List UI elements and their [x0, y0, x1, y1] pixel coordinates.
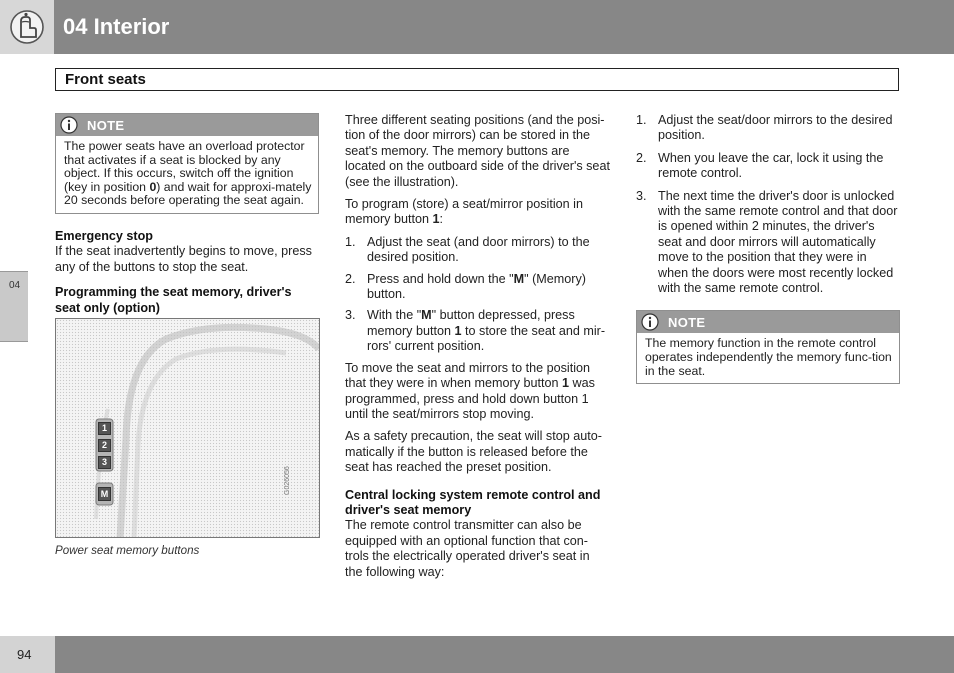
step-text: With the " — [367, 308, 422, 323]
step-number: 2. — [636, 150, 647, 165]
programming-heading: Programming the seat memory, driver's seat only (option) — [55, 285, 292, 315]
step-text: Adjust the seat (and door mirrors) to the desired position. — [367, 234, 590, 265]
step-bold: M — [513, 271, 525, 286]
chapter-icon-box — [0, 0, 54, 54]
column-1 — [55, 113, 319, 558]
central-locking-heading: Central locking system remote control and driver's seat memory — [345, 487, 601, 517]
step-text: to store the seat and mir-rors' current position. — [367, 323, 606, 354]
section-header — [55, 68, 899, 91]
note-text-bold: 0 — [149, 179, 157, 194]
seat-icon — [9, 10, 45, 44]
note-label: NOTE — [87, 118, 125, 133]
memory-button-1: 1 — [98, 422, 111, 435]
list-item — [636, 151, 900, 182]
chapter-side-tab — [0, 271, 28, 342]
note-text — [56, 136, 318, 213]
seat-memory-illustration — [55, 318, 320, 538]
move-paragraph — [345, 361, 610, 423]
store-text: To program (store) a seat/mirror position in memory button — [345, 197, 583, 227]
step-number: 3. — [636, 188, 647, 203]
store-text-end: : — [439, 212, 444, 227]
illustration-code: G026056 — [284, 466, 291, 495]
list-item — [636, 189, 900, 297]
column-3 — [636, 113, 900, 384]
store-bold: 1 — [432, 212, 440, 227]
remote-steps-list — [636, 113, 900, 296]
page-number: 94 — [17, 647, 32, 662]
store-steps-list — [345, 235, 610, 355]
section-title: Front seats — [65, 71, 146, 88]
list-item — [345, 272, 610, 303]
step-text: " (Memory) button. — [367, 271, 586, 302]
list-item — [636, 113, 900, 144]
info-icon — [641, 313, 659, 331]
note-header — [56, 114, 318, 136]
list-item — [345, 308, 610, 354]
step-bold: 1 — [454, 323, 462, 338]
intro-paragraph: Three different seating positions (and the posi-tion of the door mirrors) can be stored in the seat's memory. The memory buttons are located on the outboard side of the driver's seat (see the illustration). — [345, 113, 610, 189]
seat-outline-drawing — [56, 319, 320, 538]
memory-button-3: 3 — [98, 456, 111, 469]
emergency-stop-heading: Emergency stop — [55, 228, 153, 243]
move-text: was programmed, press and hold down button 1 until the seat/mirrors stop moving. — [345, 376, 595, 421]
footer-bar — [0, 636, 954, 673]
memory-button-m: M — [98, 487, 111, 501]
note-label: NOTE — [668, 315, 706, 331]
safety-paragraph: As a safety precaution, the seat will stop auto-matically if the button is released before the seat has reached the preset position. — [345, 429, 602, 475]
step-number: 1. — [345, 234, 356, 249]
note-text-part: ) and wait for approxi-mately 20 seconds before operating the seat again. — [64, 179, 312, 208]
move-text: To move the seat and mirrors to the position that they were in when memory button — [345, 360, 590, 391]
step-text: Adjust the seat/door mirrors to the desired position. — [658, 113, 893, 143]
note-box-remote — [636, 310, 900, 384]
chapter-title: 04 Interior — [63, 14, 170, 39]
step-text: When you leave the car, lock it using the remote control. — [658, 150, 884, 181]
memory-button-2: 2 — [98, 439, 111, 452]
step-number: 3. — [345, 308, 356, 323]
illustration-caption: Power seat memory buttons — [55, 544, 200, 557]
emergency-stop-text: If the seat inadvertently begins to move, press any of the buttons to stop the seat. — [55, 244, 312, 274]
step-text: " button depressed, press memory button — [367, 308, 575, 338]
step-bold: M — [421, 308, 432, 323]
page-number-box — [0, 636, 55, 673]
step-number: 1. — [636, 113, 647, 127]
column-2 — [345, 113, 610, 587]
note-text: The memory function in the remote control operates independently the memory func-tion in the seat. — [645, 336, 892, 378]
info-icon — [60, 116, 78, 134]
step-text: Press and hold down the " — [367, 271, 514, 286]
step-number: 2. — [345, 271, 356, 286]
move-bold: 1 — [562, 376, 570, 391]
note-header — [637, 311, 899, 333]
central-locking-text: The remote control transmitter can also be equipped with an optional function that con-trols the electrically operated driver's seat in the following way: — [345, 518, 590, 579]
note-box-overload — [55, 113, 319, 214]
note-text-part: The power seats have an overload protector that activates if a seat is blocked by any object. If this occurs, switch off the ignition (key in position — [64, 139, 305, 194]
side-tab-label: 04 — [9, 280, 21, 291]
list-item — [345, 235, 610, 266]
store-paragraph — [345, 197, 610, 228]
step-text: The next time the driver's door is unlocked with the same remote control and that door is opened within 2 minutes, the driver's seat and door mirrors will automatically move to the position that they were in when the doors were most recently locked with the same remote control. — [658, 188, 898, 296]
